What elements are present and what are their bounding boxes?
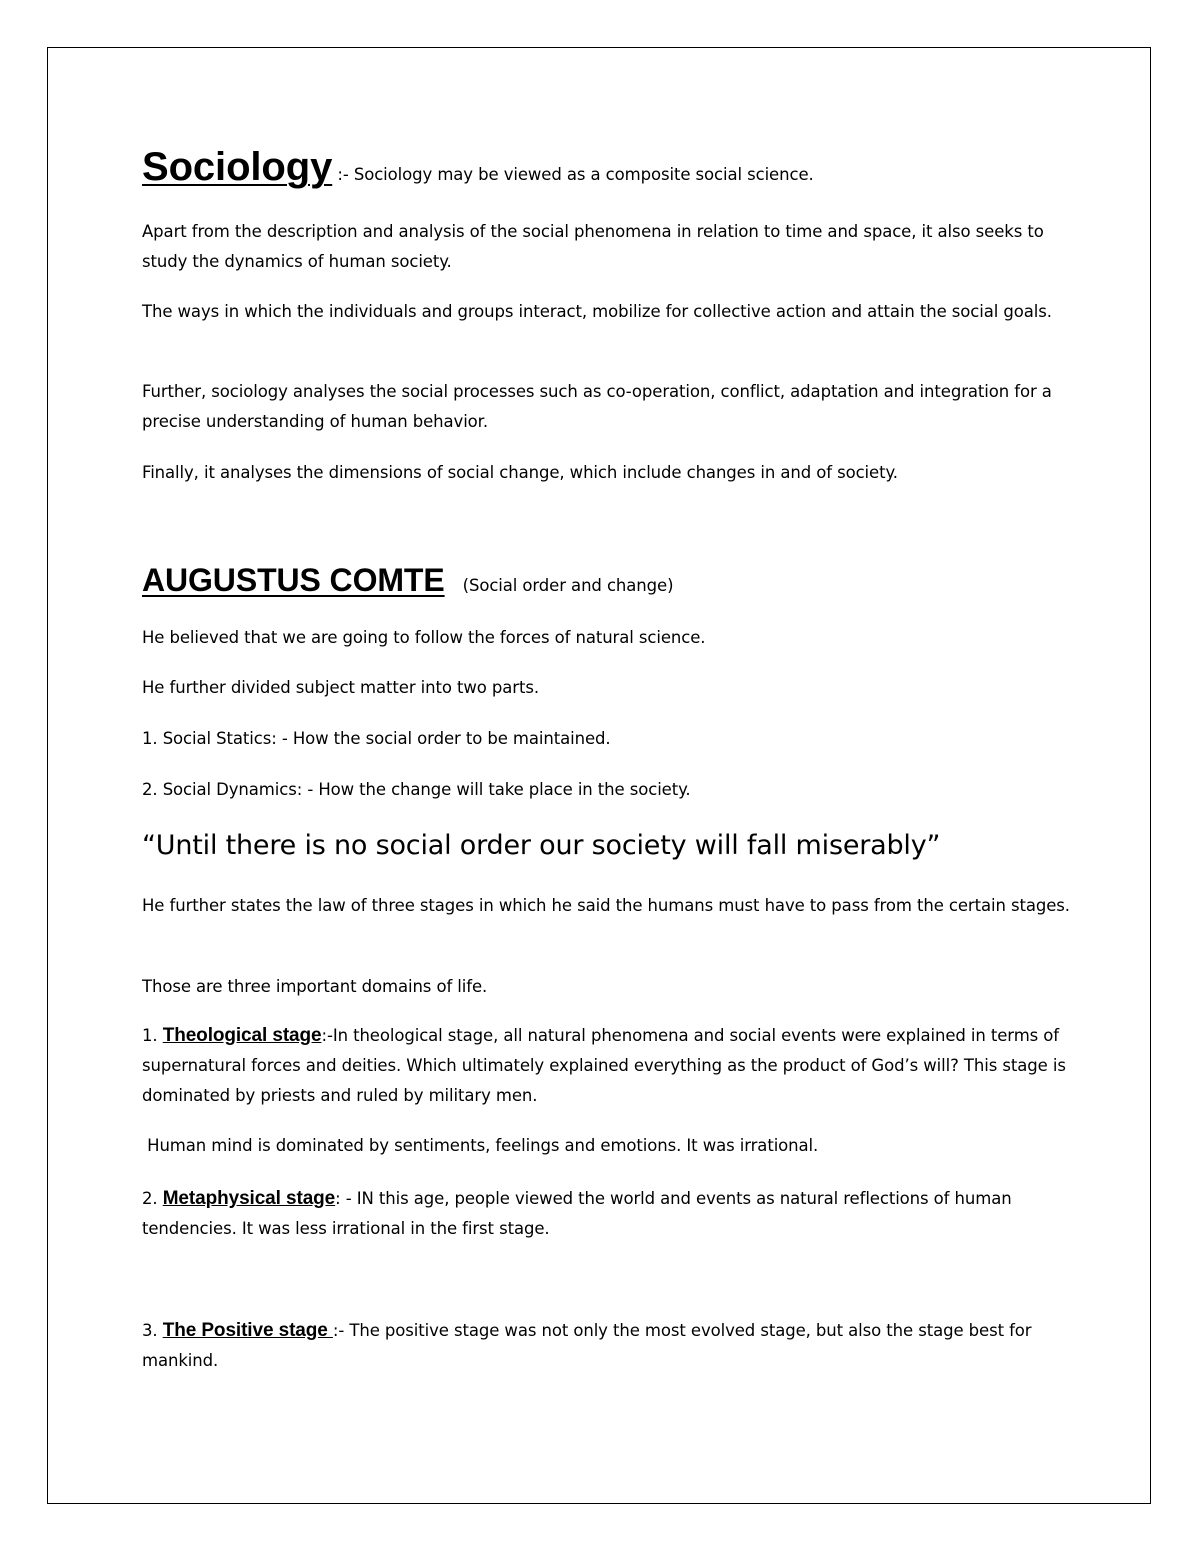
comte-line-3: 1. Social Statics: - How the social order to be maintained. [142, 729, 611, 748]
stage-1-title: Theological stage [162, 1025, 322, 1046]
sociology-paragraph-2: The ways in which the individuals and groups interact, mobilize for collective action and attain the social goals. [142, 302, 1052, 321]
sociology-heading-line [142, 140, 1072, 202]
comte-domains-line: Those are three important domains of life. [142, 977, 488, 996]
stage-2-paragraph [142, 1184, 1072, 1244]
stage-2-text: IN this age, people viewed the world and events as natural reflections of human tendencies. It was less irrational in the first stage. [142, 1189, 1012, 1238]
stage-3-number: 3. [142, 1321, 163, 1340]
stage-2-title: Metaphysical stage [162, 1188, 336, 1209]
stage-1-separator: :- [321, 1026, 333, 1045]
comte-title: AUGUSTUS COMTE [142, 562, 445, 598]
comte-line-1: He believed that we are going to follow the forces of natural science. [142, 628, 706, 647]
comte-law-paragraph: He further states the law of three stages in which he said the humans must have to pass from the certain stages. [142, 896, 1070, 915]
comte-subtitle: (Social order and change) [462, 576, 674, 595]
sociology-title-suffix: :- [332, 165, 354, 184]
comte-heading-line [142, 556, 1072, 610]
stage-1-text: In theological stage, all natural phenomena and social events were explained in terms of supernatural forces and deities. Which ultimately explained everything as the product of God’s will? This stage is dominated by priests and ruled by military men. [142, 1026, 1066, 1105]
stage-2-separator: : - [335, 1189, 357, 1208]
sociology-paragraph-1: Apart from the description and analysis of the social phenomena in relation to time and space, it also seeks to study the dynamics of human society. [142, 222, 1044, 271]
comte-line-2: He further divided subject matter into two parts. [142, 678, 539, 697]
stage-1-paragraph [142, 1021, 1072, 1111]
comte-quote: “Until there is no social order our society will fall miserably” [142, 830, 941, 861]
sociology-title: Sociology [142, 145, 333, 189]
stage-3-text: The positive stage was not only the most evolved stage, but also the stage best for mankind. [142, 1321, 1032, 1370]
sociology-paragraph-4: Finally, it analyses the dimensions of social change, which include changes in and of society. [142, 463, 898, 482]
stage-3-title: The Positive stage [162, 1320, 333, 1341]
stage-2-number: 2. [142, 1189, 163, 1208]
stage-1-number: 1. [142, 1026, 163, 1045]
comte-line-4: 2. Social Dynamics: - How the change will take place in the society. [142, 780, 691, 799]
stage-1-extra: Human mind is dominated by sentiments, feelings and emotions. It was irrational. [142, 1136, 819, 1155]
stage-3-separator: :- [332, 1321, 350, 1340]
sociology-paragraph-3: Further, sociology analyses the social processes such as co-operation, conflict, adaptation and integration for a precise understanding of human behavior. [142, 382, 1052, 431]
stage-3-paragraph [142, 1316, 1072, 1376]
sociology-definition: Sociology may be viewed as a composite social science. [353, 165, 814, 184]
